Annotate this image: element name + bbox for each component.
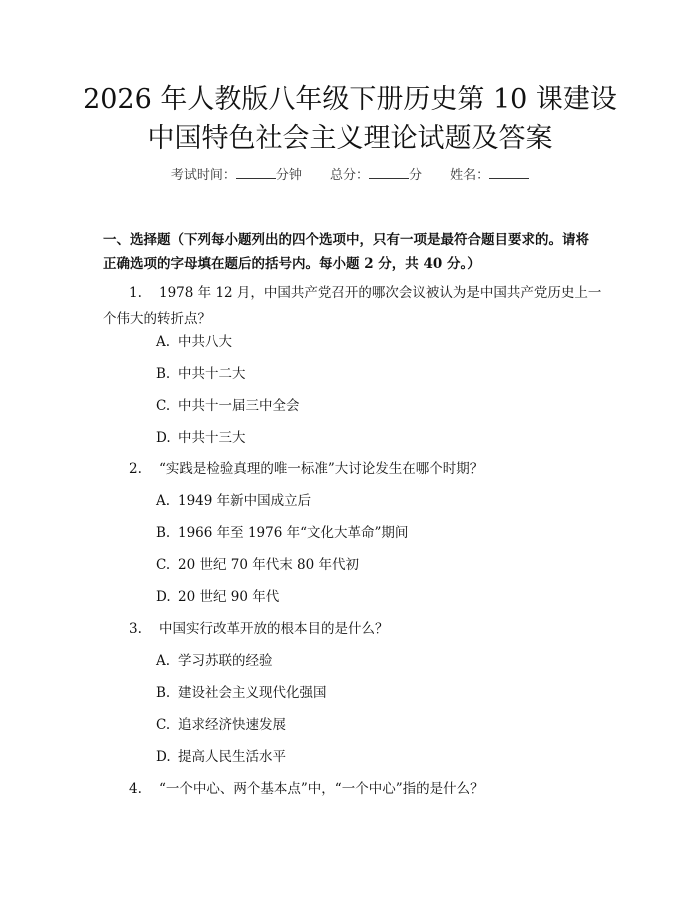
question-1-option-d <box>156 427 246 449</box>
option-letter: C. <box>156 557 171 573</box>
option-letter: B. <box>156 685 171 701</box>
option-letter: A. <box>156 653 171 669</box>
section-heading: 一、选择题（下列每小题列出的四个选项中，只有一项是最符合题目要求的。请将正确选项的字母填在题后的括号内。每小题 2 分，共 40 分。） <box>103 232 589 272</box>
student-name-field <box>450 165 529 187</box>
option-letter: B. <box>156 525 171 541</box>
option-text: 1966 年至 1976 年“文化大革命”期间 <box>178 525 409 541</box>
option-text: 中共十二大 <box>178 366 246 382</box>
option-letter: C. <box>156 717 171 733</box>
question-3-option-c <box>156 714 286 736</box>
exam-time-label: 考试时间： <box>170 168 236 183</box>
question-2-option-d <box>156 586 279 608</box>
question-2-option-c <box>156 554 359 576</box>
question-number: 3. <box>129 621 142 637</box>
exam-meta-row <box>0 165 700 187</box>
option-text: 追求经济快速发展 <box>178 717 286 733</box>
option-letter: D. <box>156 589 171 605</box>
total-score-field <box>330 165 422 187</box>
option-letter: B. <box>156 366 171 382</box>
question-text: 1978 年 12 月，中国共产党召开的哪次会议被认为是中国共产党历史上一个伟大的转折点？ <box>103 285 602 327</box>
question-3-option-d <box>156 746 286 768</box>
question-number: 2. <box>129 461 142 477</box>
question-number: 1. <box>129 285 142 301</box>
question-text: 中国实行改革开放的根本目的是什么？ <box>159 621 389 637</box>
question-4 <box>103 776 603 802</box>
question-1-option-c <box>156 395 300 417</box>
question-2-option-b <box>156 522 408 544</box>
option-letter: A. <box>156 493 171 509</box>
option-text: 提高人民生活水平 <box>178 749 286 765</box>
exam-time-unit: 分钟 <box>275 168 302 183</box>
option-text: 中共十一届三中全会 <box>178 398 300 414</box>
question-1-option-a <box>156 331 232 353</box>
total-score-blank <box>369 166 409 179</box>
question-number: 4. <box>129 781 142 797</box>
exam-time-blank <box>236 166 276 179</box>
page-title-line-2: 中国特色社会主义理论试题及答案 <box>147 123 553 154</box>
question-3-option-b <box>156 682 327 704</box>
question-1-option-b <box>156 363 246 385</box>
option-letter: C. <box>156 398 171 414</box>
option-text: 学习苏联的经验 <box>178 653 273 669</box>
question-3-option-a <box>156 650 273 672</box>
student-name-blank <box>489 166 529 179</box>
exam-time-field <box>171 165 302 187</box>
option-text: 中共八大 <box>178 334 232 350</box>
option-text: 中共十三大 <box>178 430 246 446</box>
question-text: “一个中心、两个基本点”中，“一个中心”指的是什么？ <box>159 781 484 797</box>
option-text: 1949 年新中国成立后 <box>178 493 312 509</box>
student-name-label: 姓名： <box>450 168 490 183</box>
page-title-line-1: 2026 年人教版八年级下册历史第 10 课建设 <box>83 84 617 115</box>
option-text: 20 世纪 90 年代 <box>178 589 280 605</box>
question-2-option-a <box>156 490 311 512</box>
option-text: 20 世纪 70 年代末 80 年代初 <box>178 557 359 573</box>
question-2 <box>103 456 603 482</box>
question-text: “实践是检验真理的唯一标准”大讨论发生在哪个时期？ <box>159 461 484 477</box>
total-score-unit: 分 <box>409 168 423 183</box>
question-1 <box>103 280 603 332</box>
question-3 <box>103 616 603 642</box>
total-score-label: 总分： <box>329 168 369 183</box>
option-letter: D. <box>156 430 171 446</box>
option-letter: A. <box>156 334 171 350</box>
option-text: 建设社会主义现代化强国 <box>178 685 327 701</box>
option-letter: D. <box>156 749 171 765</box>
